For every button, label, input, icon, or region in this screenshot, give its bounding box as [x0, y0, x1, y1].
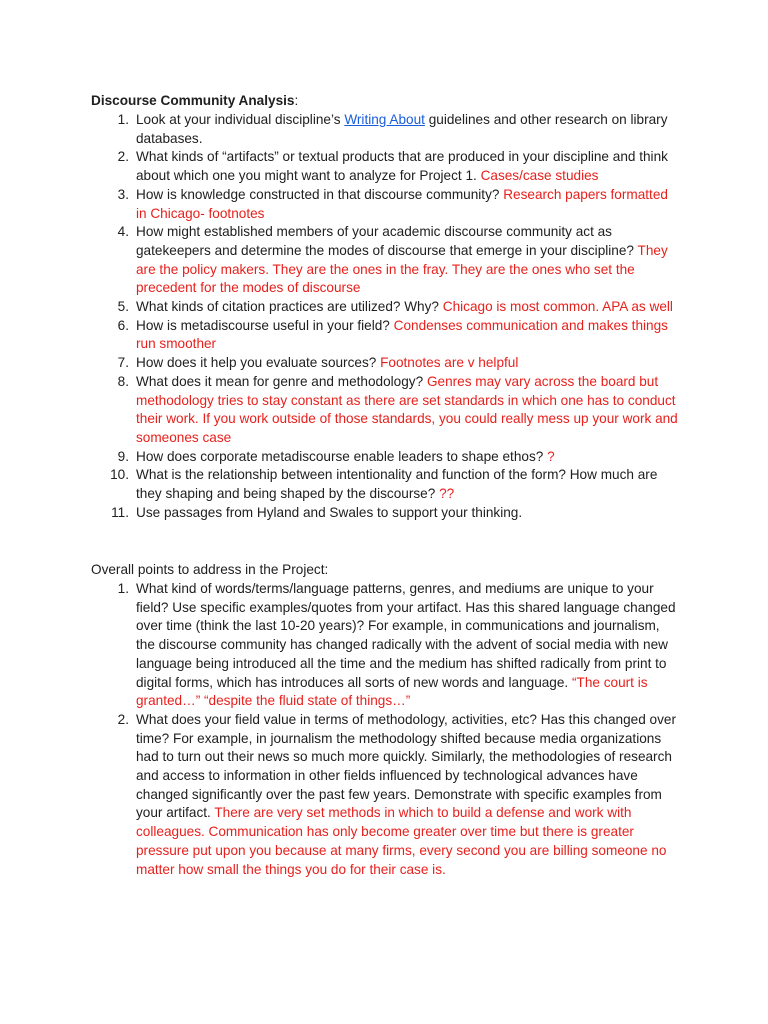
item-number: 7. — [117, 355, 129, 371]
item-number: 2. — [117, 149, 129, 165]
answer-text: Research papers formatted in Chicago- footnotes — [136, 186, 668, 221]
question-text-cont: guidelines and other research on library databases. — [136, 112, 668, 146]
item-number: 4. — [117, 224, 129, 240]
item-number: 1. — [117, 581, 129, 596]
points-list — [0, 580, 681, 879]
list-item — [0, 373, 681, 448]
heading-title: Discourse Community Analysis — [91, 93, 295, 108]
list-item — [0, 448, 681, 467]
list-item — [0, 317, 681, 354]
question-text: How might established members of your academic discourse community act as gatekeepers and determine the modes of discourse that emerge in your discipline? — [136, 224, 638, 258]
point-text: What kind of words/terms/language patterns, genres, and mediums are unique to your field? Use specific examples/quotes from your artifact. Has this shared language changed over time (think the last 10-20 years)? For example, in communications and journalism, the discourse community has changed radically with the advent of social media with new language being introduced all the time and the medium has shifted radically from print to digital forms, which has introduces all sorts of new words and language. — [136, 581, 676, 690]
answer-text: Chicago is most common. APA as well — [442, 299, 673, 315]
heading-colon: : — [294, 93, 299, 108]
list-item — [0, 186, 681, 223]
question-text: Look at your individual discipline’s — [136, 112, 345, 127]
question-text: Use passages from Hyland and Swales to support your thinking. — [136, 504, 523, 520]
item-number: 3. — [117, 186, 129, 202]
list-item — [0, 504, 681, 523]
answer-text: ? — [547, 448, 555, 464]
list-item — [0, 466, 681, 503]
question-text: How is metadiscourse useful in your field? — [136, 317, 394, 333]
answer-text: “The court is granted…” “despite the fluid state of things…” — [136, 674, 648, 709]
list-item — [0, 354, 681, 373]
list-item — [0, 223, 681, 298]
document-heading — [91, 92, 691, 111]
list-item — [0, 711, 681, 879]
answer-text: ?? — [439, 486, 455, 502]
item-number: 9. — [117, 448, 129, 464]
list-item — [0, 111, 681, 148]
list-item — [0, 148, 681, 185]
item-number: 1. — [117, 112, 129, 127]
answer-text: Footnotes are v helpful — [380, 355, 519, 371]
answer-text: Condenses communication and makes things run smoother — [136, 317, 668, 352]
answer-text: There are very set methods in which to build a defense and work with colleagues. Communication has only become greater over time but there is greater pressure put upon you because at many firms, every second you are billing someone no matter how small the things you do for their case is. — [136, 805, 667, 877]
item-number: 8. — [117, 373, 129, 389]
questions-list — [0, 111, 681, 522]
list-item — [0, 580, 681, 711]
section-heading: Overall points to address in the Project: — [91, 562, 329, 577]
answer-text: They are the policy makers. They are the ones in the fray. They are the ones who set the precedent for the modes of discourse — [136, 242, 668, 296]
question-text: How is knowledge constructed in that discourse community? — [136, 186, 504, 202]
question-text: How does corporate metadiscourse enable leaders to shape ethos? — [136, 448, 548, 464]
point-text: What does your field value in terms of methodology, activities, etc? Has this changed over time? For example, in journalism the methodology shifted because media organizations had to turn out their news so much more quickly. Similarly, the methodologies of research and access to information in other fields influenced by technological advances have changed significantly over the past few years. Demonstrate with specific examples from your artifact. — [136, 711, 676, 821]
question-text: What is the relationship between intentionality and function of the form? How much are they shaping and being shaped by the discourse? — [136, 467, 658, 502]
question-text: How does it help you evaluate sources? — [136, 355, 381, 371]
answer-text: Cases/case studies — [480, 168, 599, 184]
question-text: What kinds of citation practices are utilized? Why? — [136, 299, 443, 315]
question-text: What kinds of “artifacts” or textual products that are produced in your discipline and think about which one you might want to analyze for Project 1. — [136, 149, 668, 184]
question-text: What does it mean for genre and methodology? — [136, 373, 427, 389]
item-number: 6. — [117, 317, 129, 333]
item-number: 10. — [110, 467, 129, 483]
item-number: 2. — [117, 711, 129, 727]
item-number: 11. — [111, 504, 129, 520]
list-item — [0, 298, 681, 317]
writing-about-link[interactable]: Writing About — [344, 112, 425, 127]
answer-text: Genres may vary across the board but methodology tries to stay constant as there are set standards in which one has to conduct their work. If you work outside of those standards, you could really mess up your work and someones case — [136, 373, 678, 445]
item-number: 5. — [117, 299, 129, 315]
